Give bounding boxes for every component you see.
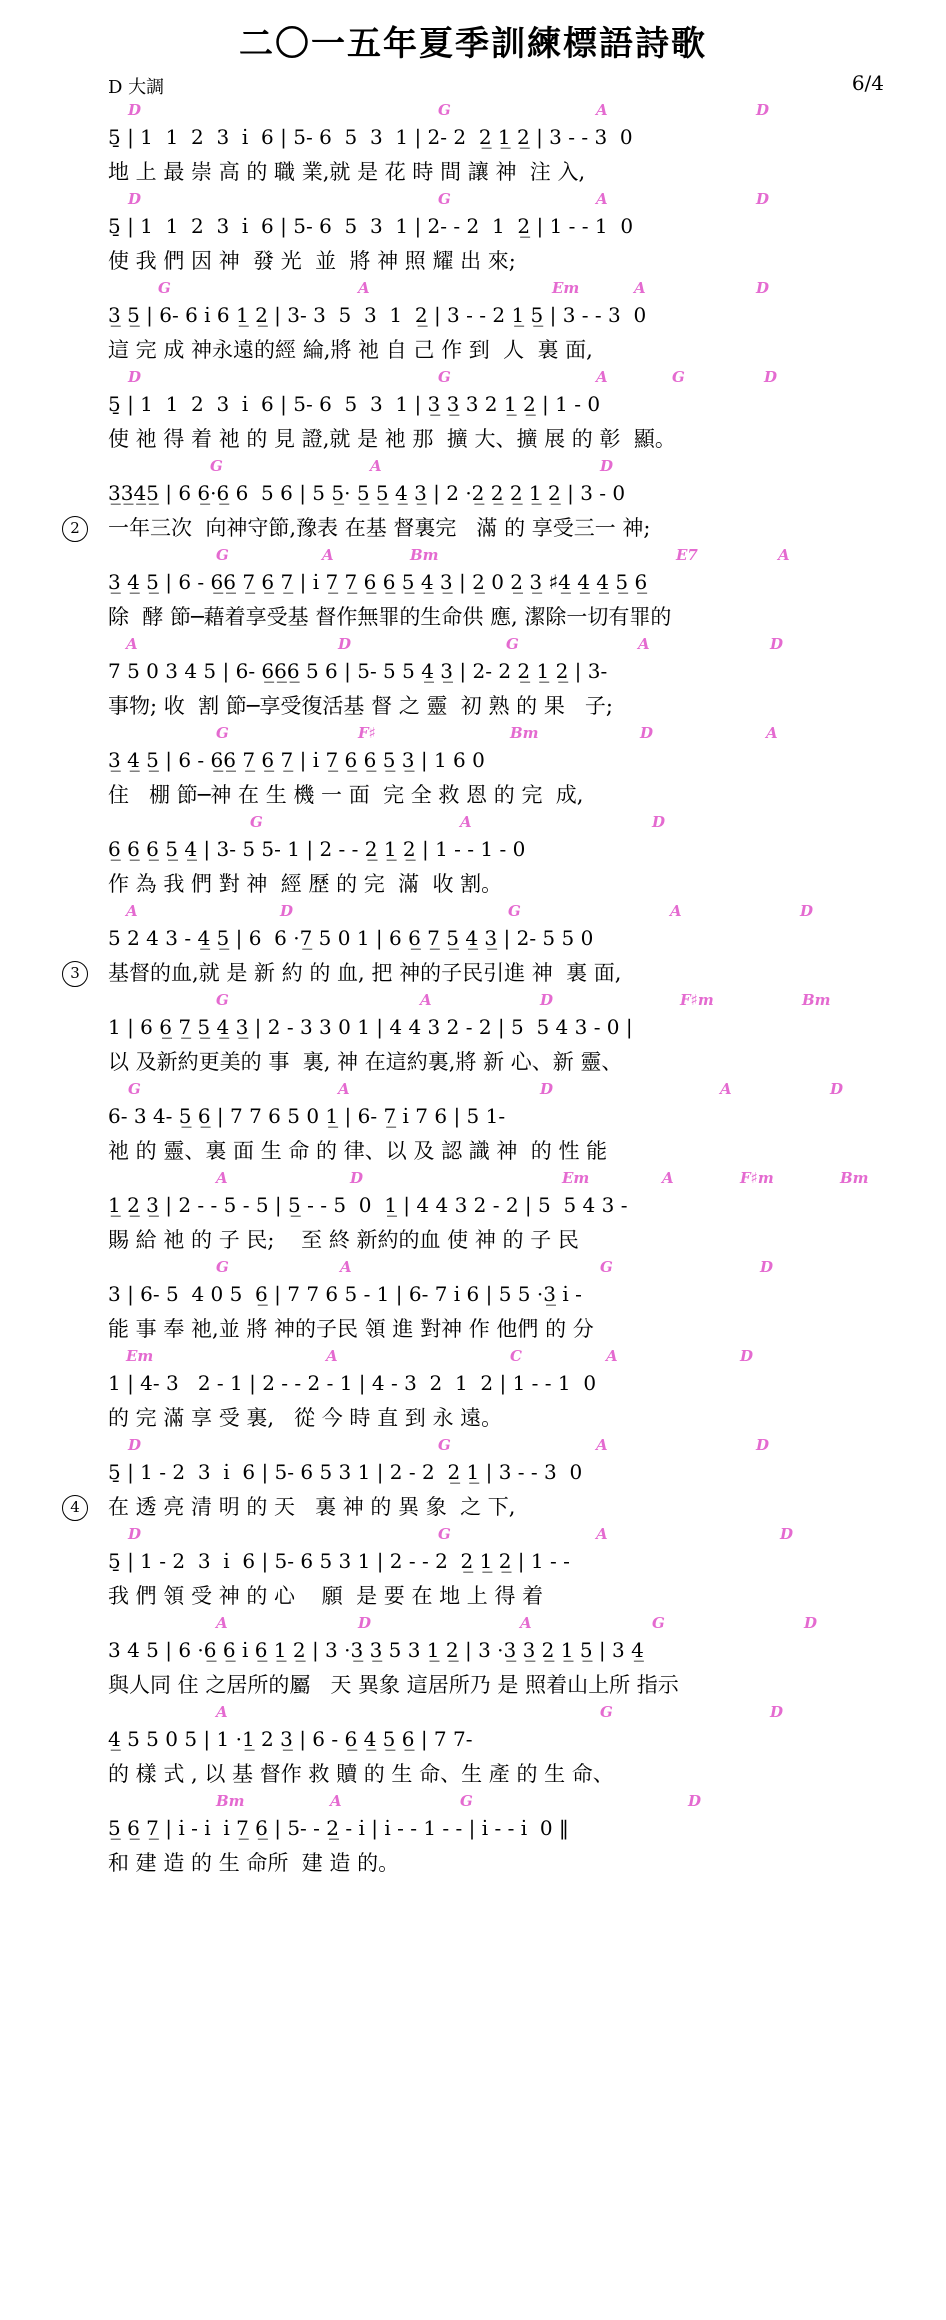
notation-row: 1 | 4- 3 2 - 1 | 2 - - 2 - 1 | 4 - 3 2 1 2 | 1 - - 1 0 xyxy=(108,1371,597,1395)
chord-symbol: A xyxy=(338,1080,350,1098)
chord-symbol: G xyxy=(210,457,223,475)
notation-row: 3̲ 4̲ 5̲ | 6 - 6̲6̲ 7̲ 6̲ 7̲ | i̇ 7̲ 7̲ 6̲ 6̲ 5̲ 4̲ 3̲ | 2̲ 0 2̲ 3̲ ♯4̲ 4̲ 4̲ 5̲ 6̲ xyxy=(108,570,648,594)
chord-symbol: D xyxy=(128,368,142,386)
chord-symbol: G xyxy=(460,1792,473,1810)
chord-symbol: D xyxy=(128,190,142,208)
chord-row xyxy=(40,101,906,120)
key-signature: D 大調 xyxy=(108,77,165,98)
chord-symbol: A xyxy=(330,1792,342,1810)
chord-symbol: G xyxy=(672,368,685,386)
lyric-row xyxy=(40,1133,906,1169)
chord-symbol: D xyxy=(740,1347,754,1365)
notation-row: 5̱ | 1 - 2 3 i̇ 6 | 5- 6 5 3 1 | 2 - - 2 2̲ 1̲ 2̲ | 1 - - xyxy=(108,1549,570,1573)
chord-symbol: F♯ xyxy=(358,724,376,742)
chord-symbol: Bm xyxy=(510,724,539,742)
notation-row: 5 2 4 3 - 4̲ 5̲ | 6 6 ·7̲ 5 0 1 | 6 6̲ 7̲ 5̲ 4̲ 3̲ | 2- 5 5 0 xyxy=(108,926,594,950)
chord-symbol: A xyxy=(778,546,790,564)
notation-row: 5̱ | 1 1 2 3 i̇ 6 | 5- 6 5 3 1 | 2- - 2 1 2̲ | 1 - - 1 0 xyxy=(108,214,634,238)
chord-symbol: A xyxy=(720,1080,732,1098)
chord-symbol: A xyxy=(216,1703,228,1721)
chord-symbol: Bm xyxy=(802,991,831,1009)
chord-symbol: D xyxy=(830,1080,844,1098)
chord-symbol: D xyxy=(756,101,770,119)
score-body xyxy=(0,101,946,1881)
chord-symbol: A xyxy=(596,1525,608,1543)
stanza-number xyxy=(62,510,88,546)
chord-symbol: G xyxy=(128,1080,141,1098)
chord-row xyxy=(40,724,906,743)
lyric-text: 地 上 最 崇 高 的 職 業,就 是 花 時 間 讓 神 注 入, xyxy=(108,160,586,184)
chord-symbol: D xyxy=(640,724,654,742)
score-lines xyxy=(40,101,906,1881)
time-signature: 6/4 xyxy=(851,71,884,95)
chord-symbol: A xyxy=(662,1169,674,1187)
chord-symbol: D xyxy=(540,991,554,1009)
lyric-text: 以 及新約更美的 事 裏, 神 在這約裏,將 新 心、新 靈、 xyxy=(108,1050,623,1074)
lyric-text: 住 棚 節─神 在 生 機 一 面 完 全 救 恩 的 完 成, xyxy=(108,783,584,807)
lyric-row xyxy=(40,1845,906,1881)
chord-symbol: Em xyxy=(562,1169,590,1187)
page-title: 二〇一五年夏季訓練標語詩歌 xyxy=(239,24,707,64)
notation-row: 3 4 5 | 6 ·6̲ 6̲ i̇ 6̲ 1̲ 2̲ | 3 ·3̲ 3̲ 5 3 1̲ 2̲ | 3 ·3̲ 3̲ 2̲ 1̲ 5̲ | 3 4̲ xyxy=(108,1638,644,1662)
chord-symbol: A xyxy=(216,1169,228,1187)
lyric-row xyxy=(40,421,906,457)
chord-symbol: A xyxy=(596,368,608,386)
chord-symbol: D xyxy=(600,457,614,475)
chord-symbol: C xyxy=(510,1347,522,1365)
chord-symbol: D xyxy=(128,1436,142,1454)
lyric-text: 能 事 奉 祂,並 將 神的子民 領 進 對神 作 他們 的 分 xyxy=(108,1317,594,1341)
score-line xyxy=(40,190,906,279)
notation-row: 3̲3̲4̲5̲ | 6 6̲·6̲ 6 5 6 | 5 5̲· 5̲ 5̲ 4̲ 3̲ | 2 ·2̲ 2̲ 2̲ 1̲ 2̲ | 3 - 0 xyxy=(108,481,626,505)
lyric-row xyxy=(40,955,906,991)
stanza-number xyxy=(62,955,88,991)
lyric-row xyxy=(40,866,906,902)
score-line xyxy=(40,635,906,724)
lyric-text: 和 建 造 的 生 命所 建 造 的。 xyxy=(108,1851,400,1875)
score-line xyxy=(40,1525,906,1614)
notation-row: 3 | 6- 5 4 0 5 6̲ | 7 7 6 5 - 1 | 6- 7 i̇ 6 | 5 5 ·3̲ i̇ - xyxy=(108,1282,582,1306)
chord-symbol: G xyxy=(506,635,519,653)
chord-symbol: D xyxy=(780,1525,794,1543)
chord-symbol: G xyxy=(158,279,171,297)
chord-row xyxy=(40,1347,906,1366)
chord-symbol: A xyxy=(520,1614,532,1632)
chord-symbol: A xyxy=(460,813,472,831)
score-line xyxy=(40,546,906,635)
chord-symbol: A xyxy=(638,635,650,653)
chord-symbol: A xyxy=(340,1258,352,1276)
chord-row xyxy=(40,368,906,387)
lyric-text: 一年三次 向神守節,豫表 在基 督裏完 滿 的 享受三一 神; xyxy=(108,516,651,540)
chord-symbol: G xyxy=(438,101,451,119)
chord-symbol: G xyxy=(508,902,521,920)
notation-row: 7 5 0 3 4 5 | 6- 6̲6̲6̲ 5 6 | 5- 5 5 4̲ 3̲ | 2- 2 2̲ 1̲ 2̲ | 3- xyxy=(108,659,608,683)
chord-symbol: D xyxy=(688,1792,702,1810)
notation-row: 3̲ 4̲ 5̲ | 6 - 6̲6̲ 7̲ 6̲ 7̲ | i̇ 7̲ 6̲ 6̲ 5̲ 3̲ | 1 6 0 xyxy=(108,748,485,772)
lyric-row xyxy=(40,1667,906,1703)
score-line xyxy=(40,101,906,190)
lyric-text: 賜 給 祂 的 子 民; 至 終 新約的血 使 神 的 子 民 xyxy=(108,1228,579,1252)
lyric-text: 除 酵 節─藉着享受基 督作無罪的生命供 應, 潔除一切有罪的 xyxy=(108,605,672,629)
chord-symbol: D xyxy=(358,1614,372,1632)
lyric-text: 祂 的 靈、裏 面 生 命 的 律、以 及 認 識 神 的 性 能 xyxy=(108,1139,608,1163)
lyric-text: 使 我 們 因 神 發 光 並 將 神 照 耀 出 來; xyxy=(108,249,516,273)
lyric-text: 作 為 我 們 對 神 經 歷 的 完 滿 收 割。 xyxy=(108,872,503,896)
stanza-number-label: 4 xyxy=(62,1495,88,1521)
notation-row: 5̲ 6̲ 7̲ | i̇ - i̇ i̇ 7̲ 6̲ | 5- - 2̲ - i̇ | i̇ - - 1 - - | i̇ - - i̇ 0 ‖ xyxy=(108,1816,569,1840)
lyric-row xyxy=(40,154,906,190)
lyric-row xyxy=(40,510,906,546)
chord-symbol: D xyxy=(128,101,142,119)
score-line xyxy=(40,279,906,368)
score-line xyxy=(40,1258,906,1347)
chord-symbol: A xyxy=(596,101,608,119)
notation-row: 1 | 6 6̲ 7̲ 5̲ 4̲ 3̲ | 2 - 3 3 0 1 | 4 4 3 2 - 2 | 5 5 4 3 - 0 | xyxy=(108,1015,633,1039)
lyric-text: 與人同 住 之居所的屬 天 異象 這居所乃 是 照着山上所 指示 xyxy=(108,1673,679,1697)
notation-row: 6̲ 6̲ 6̲ 5̲ 4̲ | 3- 5 5- 1 | 2 - - 2̲ 1̲ 2̲ | 1 - - 1 - 0 xyxy=(108,837,526,861)
notation-row: 5̱ | 1 1 2 3 i̇ 6 | 5- 6 5 3 1 | 2- 2 2̲ 1̲ 2̲ | 3 - - 3 0 xyxy=(108,125,633,149)
chord-row xyxy=(40,813,906,832)
chord-symbol: D xyxy=(804,1614,818,1632)
chord-row xyxy=(40,279,906,298)
lyric-text: 的 樣 式 , 以 基 督作 救 贖 的 生 命、生 產 的 生 命、 xyxy=(108,1762,614,1786)
notation-row: 6- 3 4- 5̲ 6̲ | 7 7 6 5 0 1̲ | 6- 7̲ i̇ 7 6 | 5 1- xyxy=(108,1104,506,1128)
lyric-row xyxy=(40,1756,906,1792)
chord-symbol: A xyxy=(596,190,608,208)
stanza-number-label: 2 xyxy=(62,516,88,542)
lyric-text: 使 祂 得 着 祂 的 見 證,就 是 祂 那 擴 大、擴 展 的 彰 顯。 xyxy=(108,427,676,451)
chord-symbol: A xyxy=(634,279,646,297)
lyric-text: 我 們 領 受 神 的 心 願 是 要 在 地 上 得 着 xyxy=(108,1584,544,1608)
score-line xyxy=(40,1703,906,1792)
lyric-row xyxy=(40,332,906,368)
chord-row xyxy=(40,190,906,209)
lyric-row xyxy=(40,1400,906,1436)
chord-symbol: D xyxy=(540,1080,554,1098)
stanza-number xyxy=(62,1489,88,1525)
chord-symbol: D xyxy=(770,635,784,653)
chord-row xyxy=(40,1703,906,1722)
score-line xyxy=(40,724,906,813)
chord-symbol: A xyxy=(766,724,778,742)
chord-symbol: D xyxy=(770,1703,784,1721)
chord-symbol: D xyxy=(338,635,352,653)
chord-row xyxy=(40,457,906,476)
stanza-number-label: 3 xyxy=(62,961,88,987)
chord-symbol: A xyxy=(670,902,682,920)
chord-symbol: G xyxy=(216,546,229,564)
notation-row: 4̲ 5 5 0 5 | 1 ·1̲ 2 3̲ | 6 - 6̲ 4̲ 5̲ 6̲ | 7 7- xyxy=(108,1727,473,1751)
lyric-row xyxy=(40,243,906,279)
chord-symbol: A xyxy=(216,1614,228,1632)
chord-symbol: D xyxy=(764,368,778,386)
lyric-text: 基督的血,就 是 新 約 的 血, 把 神的子民引進 神 裏 面, xyxy=(108,961,622,985)
chord-row xyxy=(40,991,906,1010)
chord-symbol: D xyxy=(756,1436,770,1454)
chord-symbol: G xyxy=(438,1525,451,1543)
notation-row: 5̱ | 1 - 2 3 i̇ 6 | 5- 6 5 3 1 | 2 - 2 2̲ 1̲ | 3 - - 3 0 xyxy=(108,1460,583,1484)
notation-row: 5̱ | 1 1 2 3 i̇ 6 | 5- 6 5 3 1 | 3̲ 3̲ 3 2 1̲ 2̲ | 1 - 0 xyxy=(108,392,601,416)
chord-symbol: D xyxy=(756,190,770,208)
chord-symbol: A xyxy=(126,635,138,653)
lyric-text: 這 完 成 神永遠的經 綸,將 祂 自 己 作 到 人 裏 面, xyxy=(108,338,593,362)
chord-symbol: F♯m xyxy=(680,991,714,1009)
chord-symbol: A xyxy=(606,1347,618,1365)
chord-symbol: G xyxy=(216,991,229,1009)
score-line xyxy=(40,1436,906,1525)
chord-symbol: A xyxy=(596,1436,608,1454)
chord-symbol: Bm xyxy=(216,1792,245,1810)
lyric-row xyxy=(40,1222,906,1258)
chord-symbol: G xyxy=(438,1436,451,1454)
score-line xyxy=(40,902,906,991)
chord-symbol: G xyxy=(216,724,229,742)
chord-symbol: G xyxy=(600,1703,613,1721)
lyric-row xyxy=(40,1311,906,1347)
score-line xyxy=(40,1347,906,1436)
score-line xyxy=(40,1080,906,1169)
score-line xyxy=(40,368,906,457)
chord-row xyxy=(40,902,906,921)
chord-symbol: A xyxy=(358,279,370,297)
score-line xyxy=(40,1614,906,1703)
notation-row: 1̲ 2̲ 3̲ | 2 - - 5 - 5 | 5̲ - - 5 0 1̲ | 4 4 3 2 - 2 | 5 5 4 3 - xyxy=(108,1193,628,1217)
chord-symbol: Em xyxy=(552,279,580,297)
chord-symbol: G xyxy=(438,190,451,208)
chord-row xyxy=(40,546,906,565)
chord-symbol: G xyxy=(600,1258,613,1276)
chord-symbol: D xyxy=(128,1525,142,1543)
chord-symbol: A xyxy=(420,991,432,1009)
notation-row: 3̲ 5̲ | 6- 6 i̇ 6 1̲ 2̲ | 3- 3 5 3 1 2̲ | 3 - - 2 1̲ 5̲ | 3 - - 3 0 xyxy=(108,303,647,327)
chord-row xyxy=(40,1258,906,1277)
chord-row xyxy=(40,1080,906,1099)
chord-row xyxy=(40,635,906,654)
chord-symbol: D xyxy=(756,279,770,297)
score-line xyxy=(40,813,906,902)
lyric-row xyxy=(40,599,906,635)
score-line xyxy=(40,457,906,546)
chord-row xyxy=(40,1436,906,1455)
chord-symbol: Bm xyxy=(840,1169,869,1187)
lyric-row xyxy=(40,1578,906,1614)
lyric-row xyxy=(40,777,906,813)
song-meta xyxy=(0,73,946,99)
chord-row xyxy=(40,1525,906,1544)
chord-symbol: A xyxy=(326,1347,338,1365)
chord-symbol: A xyxy=(322,546,334,564)
chord-symbol: D xyxy=(800,902,814,920)
lyric-row xyxy=(40,1489,906,1525)
chord-symbol: G xyxy=(652,1614,665,1632)
chord-symbol: G xyxy=(438,368,451,386)
chord-row xyxy=(40,1169,906,1188)
chord-symbol: D xyxy=(652,813,666,831)
score-line xyxy=(40,1169,906,1258)
chord-symbol: D xyxy=(280,902,294,920)
lyric-row xyxy=(40,1044,906,1080)
lyric-text: 的 完 滿 享 受 裏, 從 今 時 直 到 永 遠。 xyxy=(108,1406,503,1430)
chord-symbol: E7 xyxy=(676,546,698,564)
lyric-text: 在 透 亮 清 明 的 天 裏 神 的 異 象 之 下, xyxy=(108,1495,516,1519)
score-line xyxy=(40,1792,906,1881)
chord-symbol: A xyxy=(126,902,138,920)
chord-symbol: Bm xyxy=(410,546,439,564)
chord-symbol: G xyxy=(250,813,263,831)
chord-symbol: D xyxy=(760,1258,774,1276)
lyric-text: 事物; 收 割 節─享受復活基 督 之 靈 初 熟 的 果 子; xyxy=(108,694,613,718)
chord-row xyxy=(40,1614,906,1633)
score-line xyxy=(40,991,906,1080)
chord-symbol: F♯m xyxy=(740,1169,774,1187)
chord-symbol: D xyxy=(350,1169,364,1187)
chord-symbol: Em xyxy=(126,1347,154,1365)
chord-symbol: G xyxy=(216,1258,229,1276)
chord-symbol: A xyxy=(370,457,382,475)
chord-row xyxy=(40,1792,906,1811)
lyric-row xyxy=(40,688,906,724)
